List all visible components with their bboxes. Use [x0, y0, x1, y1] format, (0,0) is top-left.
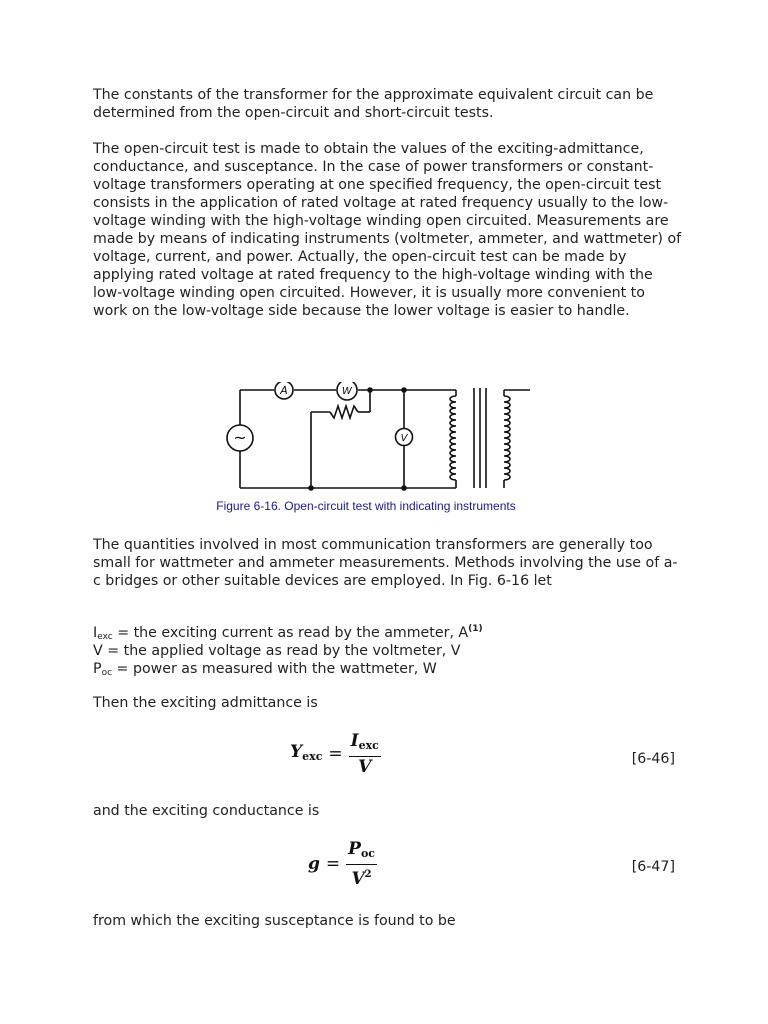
definition-subscript: exc	[97, 632, 113, 642]
paragraph-communication-transformers: The quantities involved in most communication transformers are generally too small for wattmeter and ammeter measurements. Methods involving the use of a-c bridges or other suitable devices are employed. In Fig. 6-16 let	[93, 537, 678, 589]
equals-sign: =	[328, 744, 343, 764]
numerator: I	[350, 731, 359, 751]
variable-definitions	[93, 624, 683, 678]
paragraph-intro: The constants of the transformer for the approximate equivalent circuit can be determined from the open-circuit and short-circuit tests.	[93, 87, 654, 121]
fraction	[349, 732, 381, 776]
denominator-superscript: 2	[364, 869, 372, 880]
definition-symbol: P	[93, 661, 102, 677]
equation-lhs: g	[308, 854, 320, 874]
footnote-marker: (1)	[468, 624, 483, 634]
equation-6-47	[93, 840, 683, 896]
equation-6-46	[93, 732, 683, 788]
equation-formula	[308, 840, 377, 888]
definition-subscript: oc	[101, 668, 113, 678]
definition-text: = the exciting current as read by the ammeter, A	[112, 625, 469, 641]
circuit-diagram	[218, 382, 538, 494]
document-page	[93, 86, 683, 929]
paragraph-admittance-intro: Then the exciting admittance is	[93, 695, 318, 711]
numerator-subscript: exc	[358, 739, 379, 752]
figure-caption: Figure 6-16. Open-circuit test with indicating instruments	[216, 499, 516, 513]
equation-number: [6-46]	[631, 751, 675, 767]
denominator: V	[351, 869, 365, 889]
paragraph-susceptance-intro: from which the exciting susceptance is found to be	[93, 913, 456, 929]
definition-text: = the applied voltage as read by the voltmeter, V	[102, 643, 461, 659]
equation-lhs-subscript: exc	[302, 749, 323, 763]
ac-source-symbol: ~	[233, 428, 247, 447]
wattmeter-label: W	[342, 386, 352, 397]
denominator: V	[358, 757, 372, 777]
definition-symbol: I	[93, 625, 98, 641]
definition-symbol: V	[93, 643, 103, 659]
equation-formula	[290, 732, 381, 776]
numerator-subscript: oc	[360, 847, 375, 860]
definition-iexc	[93, 624, 683, 642]
voltmeter-label: V	[400, 433, 408, 444]
equation-lhs: Y	[290, 741, 303, 762]
ammeter-label: A	[280, 384, 288, 397]
fraction	[346, 840, 377, 888]
paragraph-open-circuit-test: The open-circuit test is made to obtain the values of the exciting-admittance, conductance, and susceptance. In the case of power transformers or constant-voltage transformers operating at one specified frequency, the open-circuit test consists in the application of rated voltage at rated frequency usually to the low-voltage winding with the high-voltage winding open circuited. Measurements are made by means of indicating instruments (voltmeter, ammeter, and wattmeter) of voltage, current, and power. Actually, the open-circuit test can be made by applying rated voltage at rated frequency to the high-voltage winding with the low-voltage winding open circuited. However, it is usually more convenient to work on the low-voltage side because the lower voltage is easier to handle.	[93, 141, 682, 319]
definition-text: = power as measured with the wattmeter, W	[112, 661, 437, 677]
definition-v	[93, 642, 683, 660]
numerator: P	[348, 839, 361, 859]
definition-poc	[93, 660, 683, 678]
figure-6-16	[93, 382, 683, 522]
equals-sign: =	[325, 854, 341, 874]
paragraph-conductance-intro: and the exciting conductance is	[93, 803, 320, 819]
equation-number: [6-47]	[631, 859, 675, 875]
